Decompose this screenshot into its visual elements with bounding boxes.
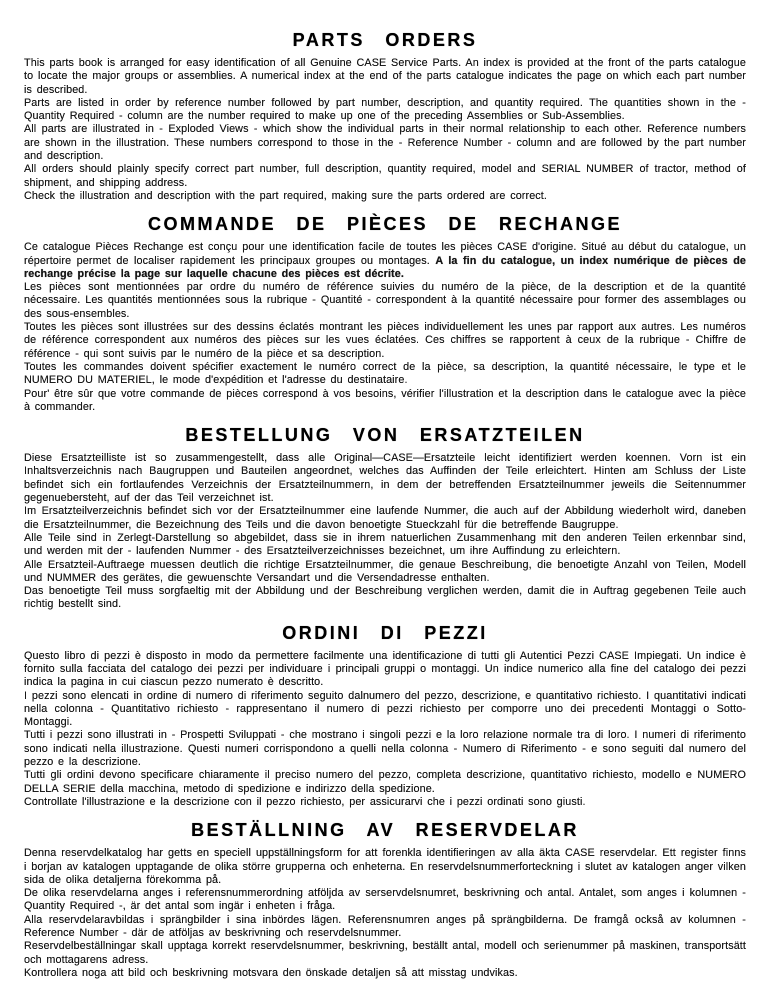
heading-parts-orders: PARTS ORDERS [292, 30, 478, 50]
italian-text-block [24, 650, 746, 810]
section-german [24, 425, 746, 612]
french-text-block [24, 241, 746, 414]
swedish-paragraph-1: Denna reservdelkatalog har getts en speciell uppställningsform for att forenkla identifieringen av alla äkta CASE reservdelar. Ett register finns i borjan av katalogen upptagande de olika större grupperna och enheterna. En reservdelsnummerforteckning i slutet av katalogen anger vilken sida de olika detaljerna förekomma på. [24, 847, 746, 886]
section-french [24, 214, 746, 414]
english-paragraph-2: Parts are listed in order by reference number followed by part number, description, and quantity required. The quantities shown in the - Quantity Required - column are the number required to make up one of the preceding Assemblies or Sub-Assemblies. [24, 96, 746, 123]
heading-bestallning-av-reservdelar: BESTÄLLNING AV RESERVDELAR [191, 820, 579, 841]
english-paragraph-4: All orders should plainly specify correct part number, full description, quantity required, model and SERIAL NUMBER of tractor, method of shipment, and shipping address. [24, 163, 746, 189]
german-paragraph-4: Alle Ersatzteil-Auftraege muessen deutlich die richtige Ersatzteilnummer, die genaue Beschreibung, die benoetigte Anzahl von Teilen, Modell und NUMMER des gerätes, die gewuenschte Versandart und die Versendadresse enthalten. [24, 558, 746, 584]
french-paragraph-1 [24, 241, 746, 281]
german-paragraph-5: Das benoetigte Teil muss sorgfaeltig mit der Abbildung und der Beschreibung verglichen werden, damit die in Auftrag gegebenen Teile auch richtig bestellt sind. [24, 585, 746, 611]
german-paragraph-2: Im Ersatzteilverzeichnis befindet sich vor der Ersatzteilnummer eine laufende Nummer, die auch auf der Abbildung wiederholt wird, daneben die Ersatzteilnummer, die Bezeichnung des Teils und die davon benoetigte Stueckzahl für die betreffende Baugruppe. [24, 505, 746, 531]
french-paragraph-4: Toutes les commandes doivent spécifier exactement le numéro correct de la pièce, sa description, la quantité nécessaire, le type et le NUMERO DU MATERIEL, le mode d'expédition et l'adresse du destinataire. [24, 360, 746, 387]
english-paragraph-1: This parts book is arranged for easy identification of all Genuine CASE Service Parts. An index is provided at the front of the parts catalogue to locate the major groups or assemblies. A numerical index at the end of the parts catalogue indicates the page on which each part number is described. [24, 57, 746, 96]
swedish-paragraph-2: De olika reservdelarna anges i referensnummerordning atföljda av serservdelsnumret, beskrivning och antal. Antalet, som anges i kolumnen - Quantity Required -, är det antal som ingär i enheten i fråga. [24, 887, 746, 913]
section-english [24, 30, 746, 203]
english-text-block [24, 57, 746, 203]
section-swedish [24, 820, 746, 980]
english-paragraph-3: All parts are illustrated in - Exploded Views - which show the individual parts in their normal relationship to each other. Reference numbers are shown in the illustration. These numbers correspond to those in the - Reference Number - column and are followed by the part number and description. [24, 123, 746, 163]
italian-paragraph-2: I pezzi sono elencati in ordine di numero di riferimento seguito dalnumero del pezzo, descrizione, e quantitativo richiesto. I quantitativi indicati nella colonna - Quantitativo richiesto - rappresentano il numero di pezzi richiesto per comporre uno dei precedenti Montaggi o Sotto- Montaggi. [24, 689, 746, 729]
english-paragraph-5: Check the illustration and description with the part required, making sure the parts ordered are correct. [24, 189, 548, 202]
german-paragraph-3: Alle Teile sind in Zerlegt-Darstellung so abgebildet, dass sie in ihrem natuerlichen Zusammenhang mit den anderen Teilen erkennbar sind, und werden mit der - laufenden Nummer - des Ersatzteilverzeichnisses bezeichnet, um ihre Auffindung zu erleichtern. [24, 531, 746, 558]
italian-paragraph-4: Tutti gli ordini devono specificare chiaramente il preciso numero del pezzo, completa descrizione, quantitativo richiesto, modello e NUMERO DELLA SERIE della macchina, metodo di spedizione e indirizzo della spedizione. [24, 769, 746, 795]
swedish-text-block [24, 847, 746, 980]
swedish-paragraph-4: Reservdelbeställningar skall upptaga korrekt reservdelsnummer, beskrivning, beställt antal, modell och serienummer på maskinen, transportsätt och mottagarens adress. [24, 940, 746, 966]
french-paragraph-1-lead: Ce catalogue Pièces Rechange est conçu pour une identification facile de toutes les pièces CASE d'origine. Situé au début du catalogue, un répertoire permet de localiser rapidement les principaux groupes ou montages. [24, 241, 746, 267]
french-paragraph-5: Pour' être sûr que votre commande de pièces correspond à vos besoins, vérifier l'illustration et la description dans le catalogue avec la pièce à commander. [24, 387, 746, 413]
heading-ordini-di-pezzi: ORDINI DI PEZZI [282, 622, 488, 643]
german-paragraph-1: Diese Ersatzteilliste ist so zusammengestellt, dass alle Original—CASE—Ersatzteile leicht identifiziert werden koennen. Vorn ist ein Inhaltsverzeichnis nach Baugruppen und Bauteilen angeordnet, welches das Auffinden der Teile erleichtert. Hinten am Schluss der Liste befindet sich ein fortlaufendes Verzeichnis der Ersatzteilnummern, in dem der betreffenden Ersatzteilnummer jeweils die Seitennummer gegenuebersteht, auf der das Teil verzeichnet ist. [24, 452, 746, 505]
french-paragraph-1-emphasis: A la fin du catalogue, un index numérique de pièces de rechange précise la page sur laquelle chacune des pièces est décrite. [24, 254, 746, 280]
italian-paragraph-1: Questo libro di pezzi è disposto in modo da permettere facilmente una identificazione di tutti gli Autentici Pezzi CASE Impiegati. Un indice è fornito sulla facciata del catalogo dei pezzi per individuare i principali gruppi o montaggi. Un indice numerico alla fine del catalogo dei pezzi indica la pagina in cui ciascun pezzo numerato è descritto. [24, 649, 746, 689]
section-italian [24, 623, 746, 810]
italian-paragraph-5: Controllate l'illustrazione e la descrizione con il pezzo richiesto, per assicurarvi che i pezzi ordinati sono giusti. [24, 795, 586, 808]
swedish-paragraph-5: Kontrollera noga att bild och beskrivning motsvara den önskade detaljen så att misstag undvikas. [24, 966, 518, 979]
german-text-block [24, 452, 746, 612]
french-paragraph-2: Les pièces sont mentionnées par ordre du numéro de référence suivies du numéro de la pièce, de la description et de la quantité nécessaire. Les quantités mentionnées sous la rubrique - Quantité - correspondent à la quantité nécessaire pour former des assemblages ou des sous-ensembles. [24, 281, 746, 320]
french-paragraph-3: Toutes les pièces sont illustrées sur des dessins éclatés montrant les pièces individuellement les unes par rapport aux autres. Les numéros de référence correspondent aux numéros des pièces sur les vues éclatées. Ces chiffres se rapportent à ceux de la rubrique - Chiffre de référence - qui sont suivis par le numéro de la pièce et sa description. [24, 321, 746, 360]
heading-commande-de-pieces: COMMANDE DE PIÈCES DE RECHANGE [147, 214, 623, 235]
heading-bestellung-von-ersatzteilen: BESTELLUNG VON ERSATZTEILEN [185, 425, 585, 446]
swedish-paragraph-3: Alla reservdelaravbildas i sprängbilder i sina inbördes lägen. Referensnumren anges på sprängbilderna. De framgå också av kolumnen - Reference Number - där de atföljas av beskrivning och reservdelsnummer. [24, 913, 746, 940]
italian-paragraph-3: Tutti i pezzi sono illustrati in - Prospetti Sviluppati - che mostrano i singoli pezzi e la loro relazione normale tra di loro. I numeri di riferimento sono indicati nella illustrazione. Questi numeri corrispondono a quelli nella colonna - Numero di Riferimento - e sono seguiti dal numero del pezzo e la descrizione. [24, 729, 746, 769]
